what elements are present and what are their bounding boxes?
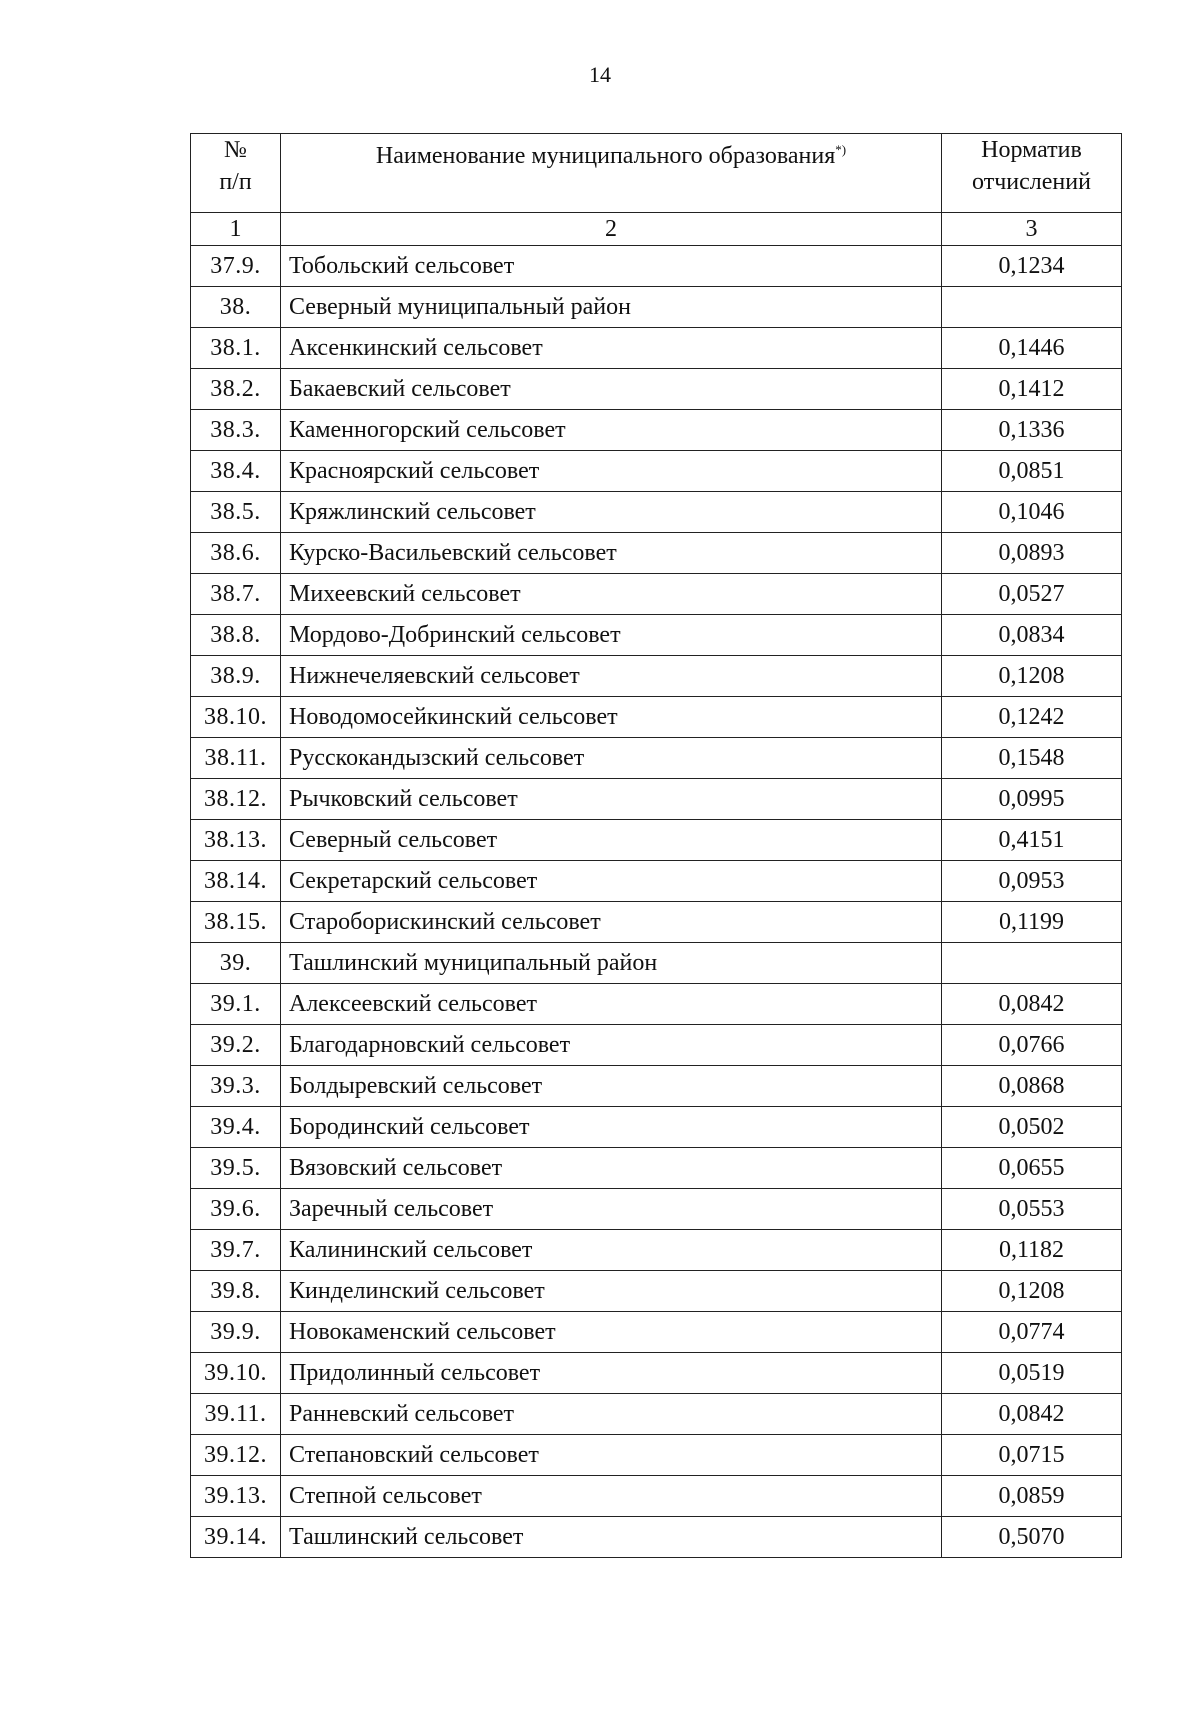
row-name: Михеевский сельсовет <box>281 574 942 615</box>
table-row <box>191 1271 1122 1312</box>
row-number: 39. <box>191 943 281 984</box>
row-name: Придолинный сельсовет <box>281 1353 942 1394</box>
row-number: 38.4. <box>191 451 281 492</box>
row-name: Заречный сельсовет <box>281 1189 942 1230</box>
row-name: Нижнечеляевский сельсовет <box>281 656 942 697</box>
header-name <box>281 134 942 213</box>
row-value: 0,1234 <box>942 246 1122 287</box>
row-name: Староборискинский сельсовет <box>281 902 942 943</box>
row-number: 38.2. <box>191 369 281 410</box>
row-name: Новокаменский сельсовет <box>281 1312 942 1353</box>
table-row <box>191 1066 1122 1107</box>
row-name: Рычковский сельсовет <box>281 779 942 820</box>
row-name: Секретарский сельсовет <box>281 861 942 902</box>
row-value: 0,0893 <box>942 533 1122 574</box>
table-row <box>191 820 1122 861</box>
row-value: 0,4151 <box>942 820 1122 861</box>
row-value: 0,1208 <box>942 1271 1122 1312</box>
row-name: Степной сельсовет <box>281 1476 942 1517</box>
row-name: Благодарновский сельсовет <box>281 1025 942 1066</box>
row-name: Новодомосейкинский сельсовет <box>281 697 942 738</box>
table-row <box>191 1148 1122 1189</box>
row-number: 38.1. <box>191 328 281 369</box>
row-value: 0,1548 <box>942 738 1122 779</box>
row-name: Болдыревский сельсовет <box>281 1066 942 1107</box>
norms-table <box>190 133 1122 1558</box>
row-number: 39.13. <box>191 1476 281 1517</box>
row-value: 0,0502 <box>942 1107 1122 1148</box>
row-name: Каменногорский сельсовет <box>281 410 942 451</box>
header-number-line2: п/п <box>219 169 252 195</box>
row-value: 0,0851 <box>942 451 1122 492</box>
row-value: 0,0774 <box>942 1312 1122 1353</box>
row-value: 0,0868 <box>942 1066 1122 1107</box>
row-name: Аксенкинский сельсовет <box>281 328 942 369</box>
table-row <box>191 1394 1122 1435</box>
row-value: 0,0995 <box>942 779 1122 820</box>
row-name: Бакаевский сельсовет <box>281 369 942 410</box>
table-row <box>191 1230 1122 1271</box>
table-header-row <box>191 134 1122 213</box>
row-value: 0,1182 <box>942 1230 1122 1271</box>
row-number: 38. <box>191 287 281 328</box>
row-number: 39.5. <box>191 1148 281 1189</box>
row-value: 0,1412 <box>942 369 1122 410</box>
row-name: Бородинский сельсовет <box>281 1107 942 1148</box>
row-number: 39.7. <box>191 1230 281 1271</box>
table-row <box>191 861 1122 902</box>
row-value: 0,0842 <box>942 1394 1122 1435</box>
row-value: 0,0715 <box>942 1435 1122 1476</box>
row-value: 0,0953 <box>942 861 1122 902</box>
row-number: 39.10. <box>191 1353 281 1394</box>
table-row <box>191 656 1122 697</box>
table-row <box>191 1312 1122 1353</box>
table-body <box>191 246 1122 1558</box>
row-number: 38.12. <box>191 779 281 820</box>
row-value: 0,0655 <box>942 1148 1122 1189</box>
row-number: 38.14. <box>191 861 281 902</box>
row-value: 0,0527 <box>942 574 1122 615</box>
row-value: 0,0766 <box>942 1025 1122 1066</box>
row-name: Тобольский сельсовет <box>281 246 942 287</box>
row-number: 38.8. <box>191 615 281 656</box>
row-number: 38.15. <box>191 902 281 943</box>
row-value: 0,1242 <box>942 697 1122 738</box>
row-number: 38.11. <box>191 738 281 779</box>
row-name: Русскокандызский сельсовет <box>281 738 942 779</box>
row-number: 38.9. <box>191 656 281 697</box>
header-norm <box>942 134 1122 213</box>
row-number: 38.3. <box>191 410 281 451</box>
row-value: 0,1446 <box>942 328 1122 369</box>
table-row <box>191 779 1122 820</box>
header-norm-line1: Норматив <box>981 137 1082 163</box>
row-value: 0,1336 <box>942 410 1122 451</box>
row-number: 39.2. <box>191 1025 281 1066</box>
row-value: 0,1199 <box>942 902 1122 943</box>
table-row <box>191 615 1122 656</box>
row-number: 38.6. <box>191 533 281 574</box>
row-number: 39.8. <box>191 1271 281 1312</box>
table-row <box>191 1435 1122 1476</box>
row-value: 0,0859 <box>942 1476 1122 1517</box>
row-value: 0,1208 <box>942 656 1122 697</box>
row-name: Мордово-Добринский сельсовет <box>281 615 942 656</box>
row-value <box>942 943 1122 984</box>
row-name: Алексеевский сельсовет <box>281 984 942 1025</box>
row-value: 0,1046 <box>942 492 1122 533</box>
header-footnote-mark: *) <box>835 142 847 157</box>
row-name: Кинделинский сельсовет <box>281 1271 942 1312</box>
table-row <box>191 246 1122 287</box>
table-row <box>191 1476 1122 1517</box>
table-row <box>191 1517 1122 1558</box>
district-row <box>191 943 1122 984</box>
table-row <box>191 492 1122 533</box>
table-row <box>191 984 1122 1025</box>
row-name: Красноярский сельсовет <box>281 451 942 492</box>
header-norm-line2: отчислений <box>972 169 1091 195</box>
table-row <box>191 1189 1122 1230</box>
row-value: 0,0834 <box>942 615 1122 656</box>
row-number: 39.1. <box>191 984 281 1025</box>
row-number: 38.10. <box>191 697 281 738</box>
header-number <box>191 134 281 213</box>
table-row <box>191 451 1122 492</box>
row-number: 39.9. <box>191 1312 281 1353</box>
table-row <box>191 1025 1122 1066</box>
column-number-row <box>191 213 1122 246</box>
table-row <box>191 738 1122 779</box>
row-name: Ранневский сельсовет <box>281 1394 942 1435</box>
row-number: 38.5. <box>191 492 281 533</box>
row-number: 39.12. <box>191 1435 281 1476</box>
district-row <box>191 287 1122 328</box>
row-name: Курско-Васильевский сельсовет <box>281 533 942 574</box>
row-number: 39.14. <box>191 1517 281 1558</box>
row-name: Северный сельсовет <box>281 820 942 861</box>
row-name: Кряжлинский сельсовет <box>281 492 942 533</box>
row-value: 0,5070 <box>942 1517 1122 1558</box>
row-value: 0,0553 <box>942 1189 1122 1230</box>
row-name: Северный муниципальный район <box>281 287 942 328</box>
table-row <box>191 533 1122 574</box>
row-number: 39.4. <box>191 1107 281 1148</box>
row-value: 0,0519 <box>942 1353 1122 1394</box>
page-number: 14 <box>589 62 611 87</box>
table-row <box>191 697 1122 738</box>
row-name: Калининский сельсовет <box>281 1230 942 1271</box>
table-row <box>191 902 1122 943</box>
header-name-label: Наименование муниципального образования <box>375 143 836 169</box>
column-number-3: 3 <box>942 213 1122 246</box>
table-row <box>191 328 1122 369</box>
row-name: Вязовский сельсовет <box>281 1148 942 1189</box>
column-number-1: 1 <box>191 213 281 246</box>
row-name: Ташлинский муниципальный район <box>281 943 942 984</box>
row-name: Ташлинский сельсовет <box>281 1517 942 1558</box>
row-number: 38.13. <box>191 820 281 861</box>
row-number: 39.6. <box>191 1189 281 1230</box>
row-number: 38.7. <box>191 574 281 615</box>
row-name: Степановский сельсовет <box>281 1435 942 1476</box>
table-row <box>191 369 1122 410</box>
header-number-line1: № <box>224 137 247 163</box>
row-value: 0,0842 <box>942 984 1122 1025</box>
row-number: 39.3. <box>191 1066 281 1107</box>
row-value <box>942 287 1122 328</box>
row-number: 39.11. <box>191 1394 281 1435</box>
column-number-2: 2 <box>281 213 942 246</box>
table-row <box>191 1107 1122 1148</box>
row-number: 37.9. <box>191 246 281 287</box>
table-row <box>191 410 1122 451</box>
table-row <box>191 574 1122 615</box>
table-row <box>191 1353 1122 1394</box>
